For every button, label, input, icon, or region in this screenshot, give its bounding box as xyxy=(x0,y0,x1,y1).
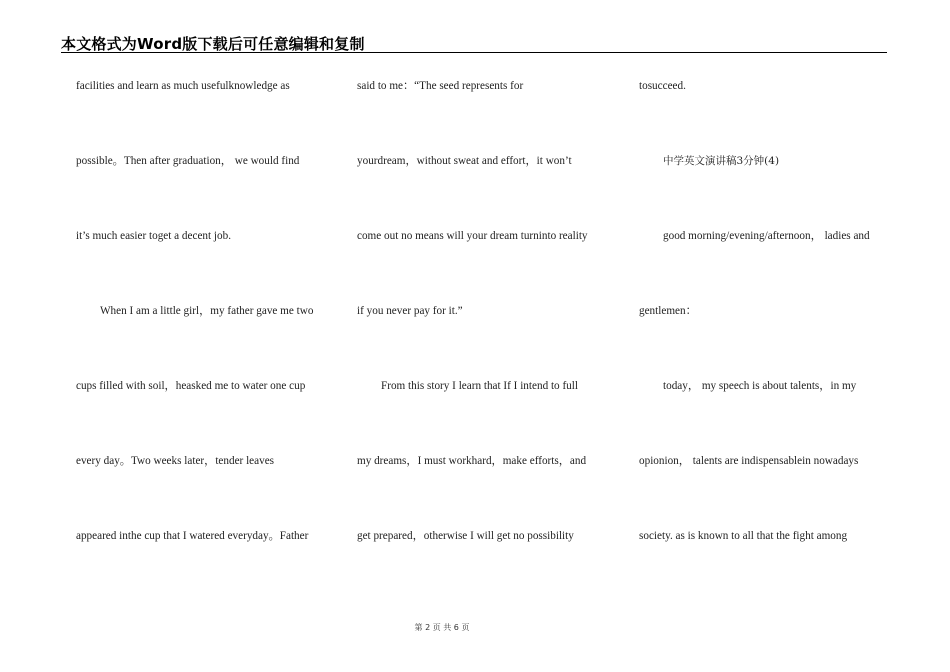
text-line: cups filled with soil，heasked me to water one cup xyxy=(76,380,306,392)
text-line: yourdream，without sweat and effort，it won’t xyxy=(357,155,572,167)
section-heading: 中学英文演讲稿3分钟(4) xyxy=(663,155,780,167)
document-header-title: 本文格式为Word版下载后可任意编辑和复制 xyxy=(61,35,365,53)
text-column-1 xyxy=(76,60,331,580)
text-line: it’s much easier toget a decent job. xyxy=(76,230,232,242)
text-line: good morning/evening/afternoon， ladies and xyxy=(663,230,870,242)
text-line: every day。Two weeks later，tender leaves xyxy=(76,455,275,467)
page-number-footer: 第 2 页 共 6 页 xyxy=(414,623,470,632)
text-line: tosucceed. xyxy=(639,80,686,92)
text-line: if you never pay for it.” xyxy=(357,305,463,317)
text-line: When I am a little girl，my father gave me two xyxy=(100,305,314,317)
text-line: my dreams，I must workhard，make efforts，and xyxy=(357,455,587,467)
text-line: come out no means will your dream turninto reality xyxy=(357,230,588,242)
text-line: facilities and learn as much usefulknowledge as xyxy=(76,80,290,92)
text-line: gentlemen： xyxy=(639,305,697,317)
text-line: From this story I learn that If I intend to full xyxy=(381,380,578,392)
text-line: get prepared，otherwise I will get no possibility xyxy=(357,530,574,542)
header-divider xyxy=(61,52,887,53)
text-column-2 xyxy=(357,60,612,580)
text-line: appeared inthe cup that I watered everyday。Father xyxy=(76,530,309,542)
text-line: today， my speech is about talents，in my xyxy=(663,380,857,392)
text-line: society. as is known to all that the fight among xyxy=(639,530,848,542)
text-line: said to me：“The seed represents for xyxy=(357,80,524,92)
text-column-3 xyxy=(639,60,894,580)
text-line: opionion， talents are indispensablein nowadays xyxy=(639,455,859,467)
text-line: possible。Then after graduation， we would find xyxy=(76,155,300,167)
